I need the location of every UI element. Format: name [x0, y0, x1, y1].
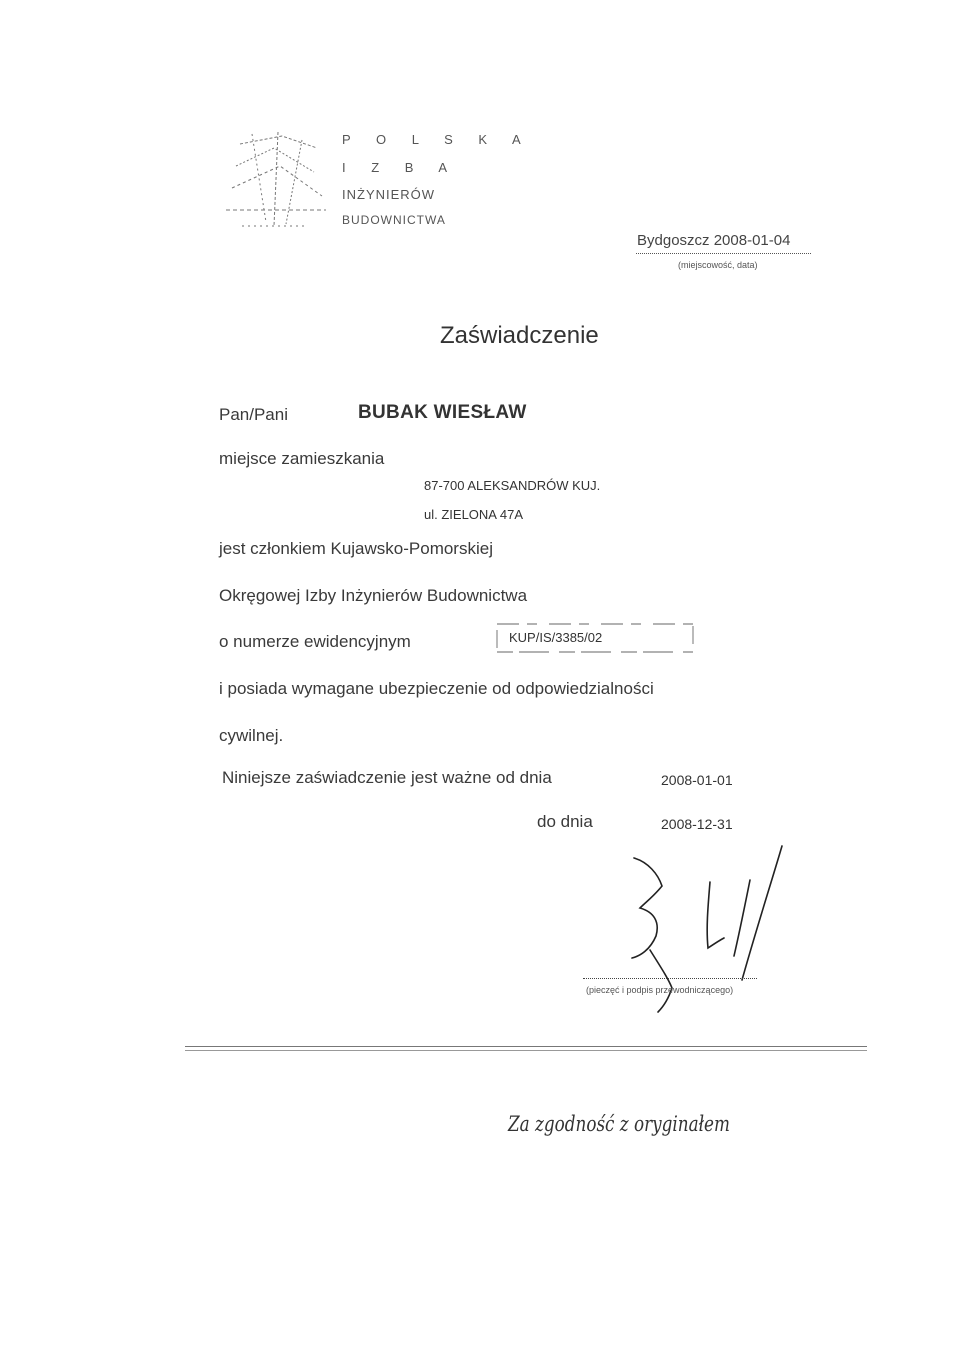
validity-from-label: Niniejsze zaświadczenie jest ważne od dnia [222, 768, 552, 787]
chamber-logo-icon [222, 126, 332, 234]
validity-from-date: 2008-01-01 [661, 772, 733, 788]
membership-line1: jest członkiem Kujawsko-Pomorskiej [219, 539, 493, 558]
insurance-line2: cywilnej. [219, 726, 284, 745]
document-title: Zaświadczenie [440, 322, 599, 349]
signature-hint: (pieczęć i podpis przewodniczącego) [586, 985, 734, 995]
letterhead-budownictwa: BUDOWNICTWA [342, 213, 446, 227]
letterhead-inzynierow: INŻYNIERÓW [342, 187, 436, 202]
validity-to-date: 2008-12-31 [661, 816, 733, 832]
residence-label: miejsce zamieszkania [219, 449, 385, 468]
person-label: Pan/Pani [219, 405, 288, 424]
separator-line [185, 1046, 867, 1047]
place-date: Bydgoszcz 2008-01-04 [637, 232, 791, 249]
letterhead-polska: P O L S K A [342, 132, 532, 147]
registration-number: KUP/IS/3385/02 [509, 630, 603, 645]
place-date-rule [636, 253, 811, 254]
certified-copy-stamp: Za zgodność z oryginałem [508, 1112, 730, 1136]
validity-to-label: do dnia [537, 812, 593, 831]
residence-line2: ul. ZIELONA 47A [424, 507, 523, 522]
membership-line2: Okręgowej Izby Inżynierów Budownictwa [219, 586, 528, 605]
person-name: BUBAK WIESŁAW [358, 402, 527, 423]
separator-line-lower [185, 1050, 867, 1051]
insurance-line1: i posiada wymagane ubezpieczenie od odpowiedzialności [219, 679, 654, 698]
signature-rule [583, 978, 757, 979]
registration-box [495, 622, 695, 654]
letterhead-izba: I Z B A [342, 160, 459, 175]
registration-label: o numerze ewidencyjnym [219, 632, 411, 651]
residence-line1: 87-700 ALEKSANDRÓW KUJ. [424, 478, 601, 493]
place-date-hint: (miejscowość, data) [678, 260, 758, 270]
